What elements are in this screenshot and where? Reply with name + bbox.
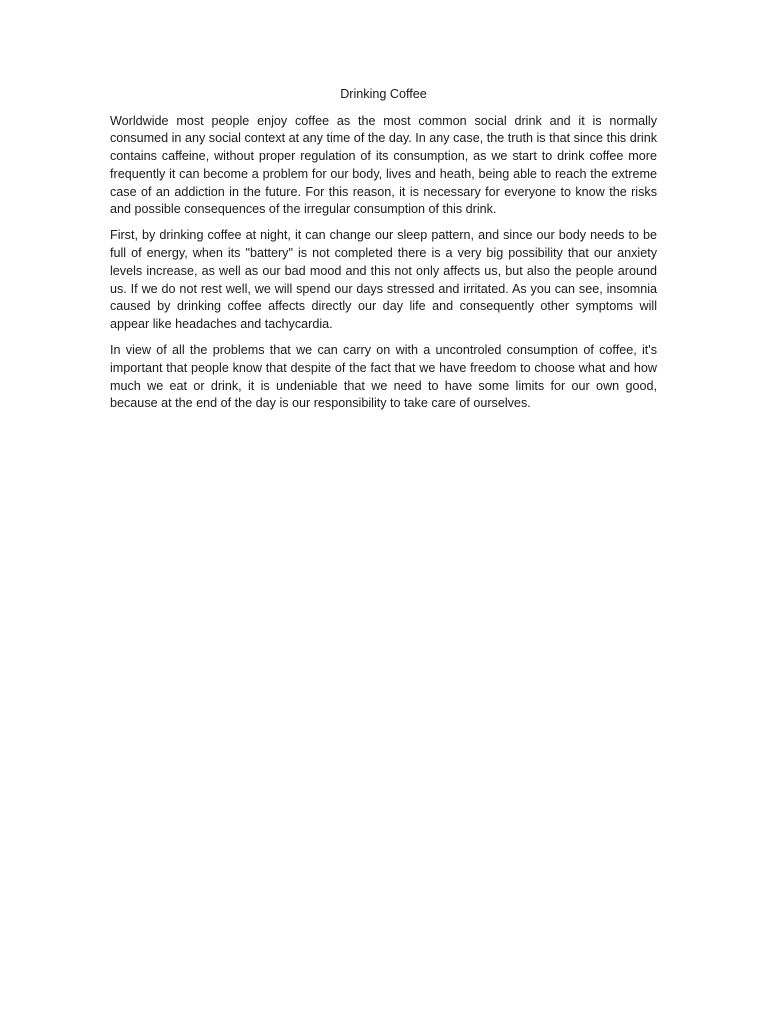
document-title: Drinking Coffee bbox=[340, 87, 427, 101]
document-body bbox=[110, 86, 657, 421]
paragraph-intro: Worldwide most people enjoy coffee as the most common social drink and it is normally consumed in any social context at any time of the day. In any case, the truth is that since this drink contains caffeine, without proper regulation of its consumption, as we start to drink coffee more frequently it can become a problem for our body, lives and heath, being able to reach the extreme case of an addiction in the future. For this reason, it is necessary for everyone to know the risks and possible consequences of the irregular consumption of this drink. bbox=[110, 113, 657, 217]
paragraph-sleep-effects: First, by drinking coffee at night, it can change our sleep pattern, and since our body needs to be full of energy, when its "battery" is not completed there is a very big possibility that our anxiety levels increase, as well as our bad mood and this not only affects us, but also the people around us. If we do not rest well, we will spend our days stressed and irritated. As you can see, insomnia caused by drinking coffee affects directly our day life and consequently other symptoms will appear like headaches and tachycardia. bbox=[110, 228, 657, 331]
paragraph-conclusion: In view of all the problems that we can carry on with a uncontroled consumption of coffee, it's important that people know that despite of the fact that we have freedom to choose what and how much we eat or drink, it is undeniable that we need to have some limits for our own good, because at the end of the day is our responsibility to take care of ourselves. bbox=[110, 343, 657, 411]
